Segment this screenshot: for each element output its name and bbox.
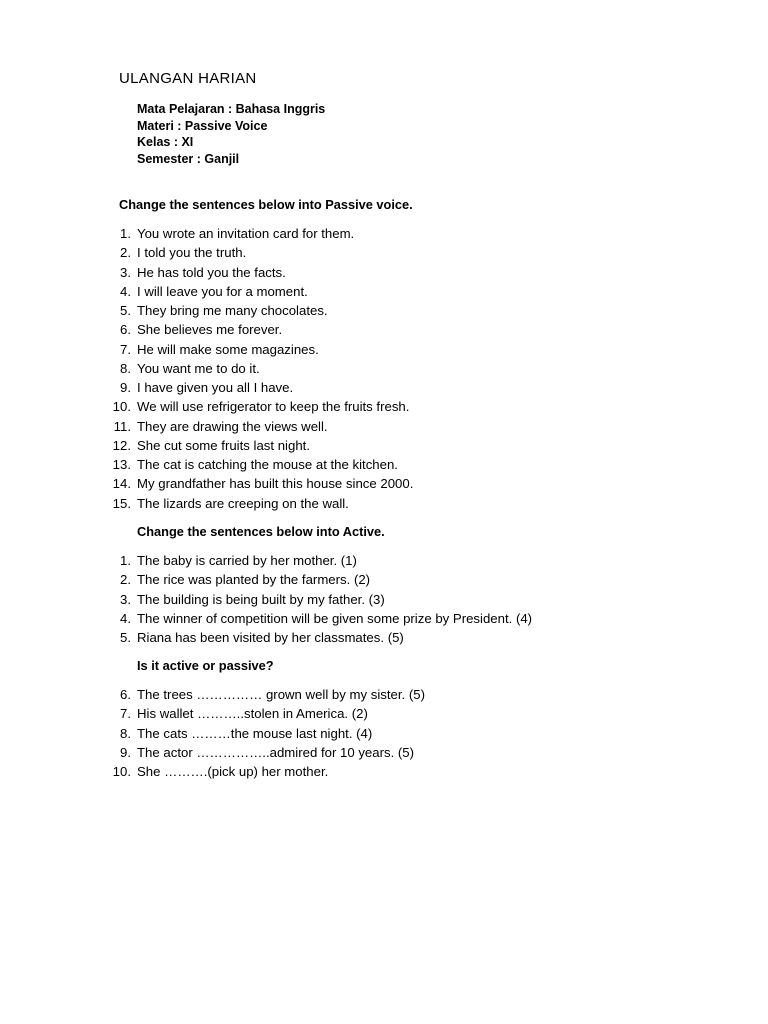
item-text: They bring me many chocolates. — [137, 303, 328, 318]
material-line: Materi : Passive Voice — [137, 118, 268, 133]
class-line: Kelas : XI — [137, 135, 194, 149]
item-number: 8. — [120, 360, 131, 376]
semester-line: Semester : Ganjil — [137, 151, 240, 166]
item-text: He has told you the facts. — [137, 264, 286, 280]
item-number: 7. — [120, 706, 131, 722]
section1-instruction: Change the sentences below into Passive voice. — [119, 197, 413, 212]
item-text: Riana has been visited by her classmates. (5) — [137, 630, 404, 645]
item-text: She believes me forever. — [137, 322, 283, 338]
section2-instruction: Change the sentences below into Active. — [137, 524, 385, 539]
item-text: My grandfather has built this house since 2000. — [137, 476, 414, 492]
section3-instruction: Is it active or passive? — [137, 658, 274, 673]
item-number: 11. — [113, 418, 131, 434]
item-text: The winner of competition will be given some prize by President. (4) — [137, 610, 533, 626]
item-number: 15. — [112, 495, 131, 511]
item-number: 3. — [120, 264, 131, 280]
page-title: ULANGAN HARIAN — [119, 70, 257, 87]
item-text: The actor ……………..admired for 10 years. (5) — [137, 744, 415, 760]
item-number: 7. — [120, 341, 131, 357]
item-text: We will use refrigerator to keep the fruits fresh. — [137, 399, 410, 415]
subject-line: Mata Pelajaran : Bahasa Inggris — [137, 102, 326, 116]
item-number: 10. — [112, 399, 131, 415]
item-text: His wallet ………..stolen in America. (2) — [137, 706, 368, 722]
item-text: The cat is catching the mouse at the kitchen. — [137, 457, 398, 472]
item-text: The lizards are creeping on the wall. — [137, 495, 349, 511]
item-text: The baby is carried by her mother. (1) — [137, 553, 357, 568]
item-number: 6. — [120, 687, 131, 702]
item-text: She cut some fruits last night. — [137, 437, 310, 453]
item-number: 8. — [120, 725, 131, 741]
item-text: The trees …………… grown well by my sister. (5) — [137, 687, 425, 702]
item-number: 1. — [120, 553, 131, 568]
item-number: 13. — [112, 457, 131, 472]
item-text: I told you the truth. — [137, 245, 247, 261]
item-text: She ……….(pick up) her mother. — [137, 764, 329, 779]
item-number: 6. — [120, 322, 131, 338]
item-text: The rice was planted by the farmers. (2) — [137, 572, 371, 588]
item-number: 4. — [120, 283, 131, 299]
item-text: I will leave you for a moment. — [137, 283, 308, 299]
item-number: 9. — [120, 744, 131, 760]
item-number: 3. — [120, 591, 131, 607]
item-text: You wrote an invitation card for them. — [137, 226, 355, 241]
item-text: He will make some magazines. — [137, 341, 319, 357]
item-number: 2. — [120, 572, 131, 588]
item-number: 10. — [112, 764, 131, 779]
item-text: You want me to do it. — [137, 360, 260, 376]
item-number: 1. — [120, 226, 131, 241]
item-number: 5. — [120, 630, 131, 645]
item-number: 4. — [120, 610, 131, 626]
item-text: I have given you all I have. — [137, 380, 294, 395]
item-number: 14. — [112, 476, 131, 492]
item-number: 2. — [120, 245, 131, 261]
item-number: 9. — [120, 380, 131, 395]
item-text: They are drawing the views well. — [137, 418, 328, 434]
exam-info — [137, 101, 325, 167]
item-text: The cats ………the mouse last night. (4) — [137, 725, 373, 741]
item-number: 12. — [112, 437, 131, 453]
item-text: The building is being built by my father. (3) — [137, 591, 385, 607]
item-number: 5. — [120, 303, 131, 318]
